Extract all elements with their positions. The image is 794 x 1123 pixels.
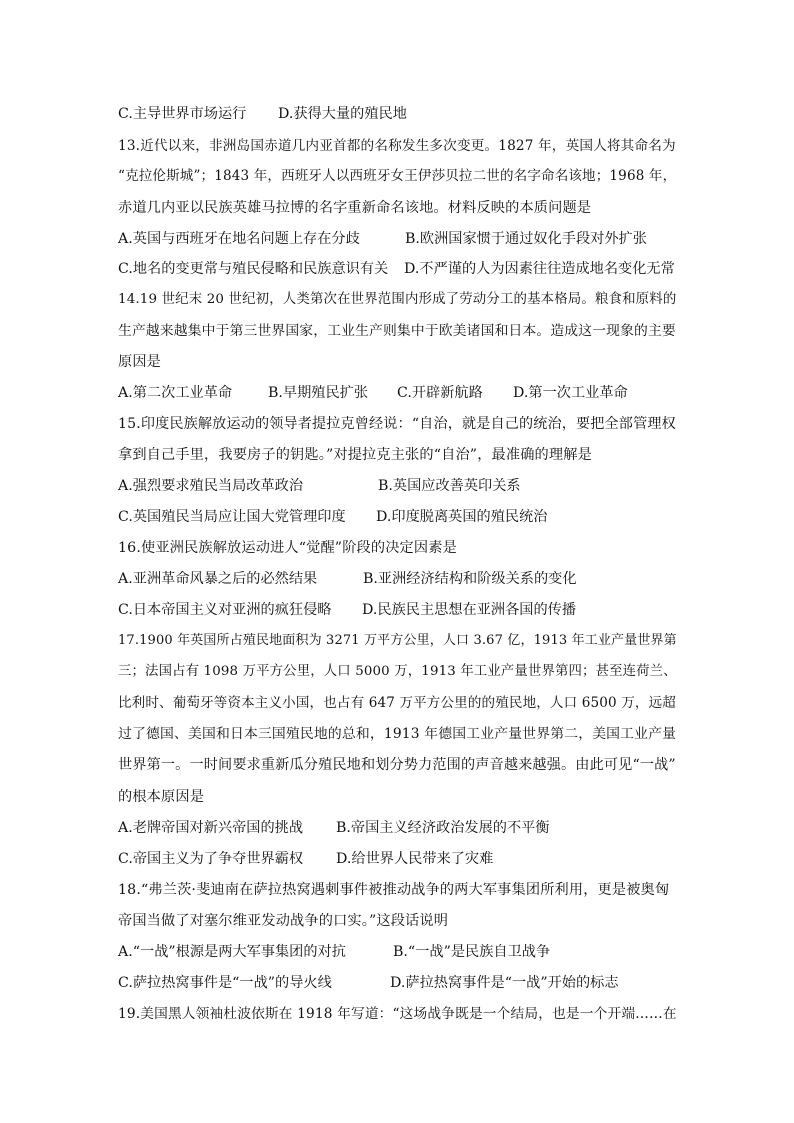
q15-option-d: D.印度脱离英国的殖民统治 bbox=[376, 509, 548, 525]
q17-option-b: B.帝国主义经济政治发展的不平衡 bbox=[336, 820, 550, 836]
q14-option-c: C.开辟新航路 bbox=[397, 385, 483, 401]
q18-option-b: B.“一战”是民族自卫战争 bbox=[393, 944, 551, 960]
q14-stem-line: 原因是 bbox=[118, 354, 162, 370]
q13-stem-line: 赤道几内亚以民族英雄马拉博的名字重新命名该地。材料反映的本质问题是 bbox=[118, 200, 592, 216]
q13-option-c: C.地名的变更常与殖民侵略和民族意识有关 bbox=[118, 261, 389, 277]
q15-option-c: C.英国殖民当局应让国大党管理印度 bbox=[118, 509, 346, 525]
q13-option-b: B.欧洲国家惯于通过奴化手段对外扩张 bbox=[405, 231, 647, 247]
q18-option-d: D.萨拉热窝事件是“一战”开始的标志 bbox=[390, 975, 619, 991]
q15-stem-line: 拿到自己手里，我要房子的钥匙。”对提拉克主张的“自治”，最准确的理解是 bbox=[118, 447, 592, 463]
q14-stem-line: 14.19 世纪末 20 世纪初，人类第次在世界范围内形成了劳动分工的基本格局。粮食和原料的 bbox=[118, 292, 677, 307]
q16-option-c: C.日本帝国主义对亚洲的疯狂侵略 bbox=[118, 602, 332, 618]
q16-option-b: B.亚洲经济结构和阶级关系的变化 bbox=[363, 571, 577, 587]
q14-stem-line: 生产越来越集中于第三世界国家，工业生产则集中于欧美诸国和日本。造成这一现象的主要 bbox=[118, 323, 676, 339]
q17-option-c: C.帝国主义为了争夺世界霸权 bbox=[118, 851, 304, 867]
q17-option-a: A.老牌帝国对新兴帝国的挑战 bbox=[118, 820, 304, 836]
q15-stem-line: 15.印度民族解放运动的领导者提拉克曾经说：“自治，就是自己的统治，要把全部管理权 bbox=[118, 416, 676, 432]
q17-stem-line: 三；法国占有 1098 万平方公里，人口 5000 万，1913 年工业产量世界第四；甚至连荷兰、 bbox=[118, 664, 677, 679]
q13-option-a: A.英国与西班牙在地名问题上存在分歧 bbox=[118, 231, 360, 247]
q17-stem-line: 比利时、葡萄牙等资本主义小国，也占有 647 万平方公里的的殖民地，人口 6500 万，远超 bbox=[118, 695, 676, 711]
q17-stem-line: 世界第一。一时间要求重新瓜分殖民地和划分势力范围的声音越来越强。由此可见“一战” bbox=[118, 757, 676, 773]
q18-stem-line: 18.“弗兰茨·斐迪南在萨拉热窝遇刺事件被推动战争的两大军事集团所利用，更是被奥匈 bbox=[118, 882, 670, 898]
q15-option-b: B.英国应改善英印关系 bbox=[378, 478, 521, 494]
q17-option-d: D.给世界人民带来了灾难 bbox=[336, 851, 494, 867]
q14-option-a: A.第二次工业革命 bbox=[118, 385, 233, 401]
q17-stem-line: 过了德国、美国和日本三国殖民地的总和，1913 年德国工业产量世界第二，美国工业产量 bbox=[118, 726, 677, 742]
q16-option-a: A.亚洲革命风暴之后的必然结果 bbox=[118, 571, 318, 587]
q14-option-b: B.早期殖民扩张 bbox=[268, 385, 369, 401]
q16-option-d: D.民族民主思想在亚洲各国的传播 bbox=[362, 602, 577, 618]
q17-stem-line: 的根本原因是 bbox=[118, 789, 205, 805]
q19-stem-line: 19.美国黑人领袖杜波依斯在 1918 年写道：“这场战争既是一个结局，也是一个开端……在 bbox=[118, 1006, 677, 1022]
q12-option-c: C.主导世界市场运行 bbox=[118, 106, 247, 122]
q18-option-a: A.“一战”根源是两大军事集团的对抗 bbox=[118, 944, 346, 960]
q17-stem-line: 17.1900 年英国所占殖民地面积为 3271 万平方公里，人口 3.67 亿，1913 年工业产量世界第 bbox=[118, 633, 677, 648]
q13-option-d: D.不严谨的人为因素往往造成地名变化无常 bbox=[404, 261, 675, 277]
q13-stem-line: 13.近代以来，非洲岛国赤道几内亚首都的名称发生多次变更。1827 年，英国人将其命名为 bbox=[118, 138, 676, 154]
q18-stem-line: 帝国当做了对塞尔维亚发动战争的口实。”这段话说明 bbox=[118, 913, 449, 929]
q14-option-d: D.第一次工业革命 bbox=[513, 385, 628, 401]
q18-option-c: C.萨拉热窝事件是“一战”的导火线 bbox=[118, 975, 332, 991]
q12-option-d: D.获得大量的殖民地 bbox=[278, 106, 407, 122]
q16-stem-line: 16.使亚洲民族解放运动进人“觉醒”阶段的决定因素是 bbox=[118, 540, 457, 556]
q13-stem-line: “克拉伦斯城”；1843 年，西班牙人以西班牙女王伊莎贝拉二世的名字命名该地；1968 年， bbox=[118, 168, 677, 184]
q15-option-a: A.强烈要求殖民当局改革政治 bbox=[118, 478, 304, 494]
